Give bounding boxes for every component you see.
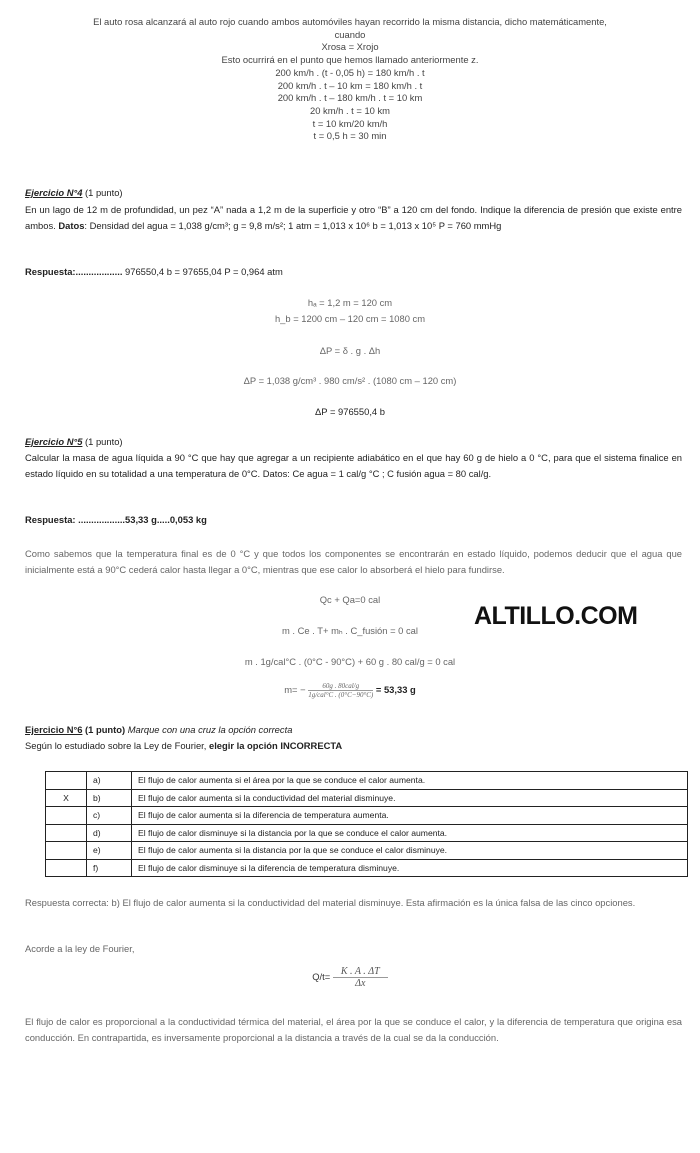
option-mark[interactable] bbox=[46, 824, 87, 842]
ej4-step: hₐ = 1,2 m = 120 cm bbox=[307, 297, 393, 308]
ej4-result: ΔP = 976550,4 b bbox=[315, 406, 385, 417]
eq4-denominator: 1g/cal°C . (0°C−90°C) bbox=[308, 691, 374, 699]
ej4-datos-label: Datos bbox=[58, 220, 85, 231]
ej5-heading bbox=[25, 436, 682, 447]
altillo-watermark: ALTILLO.COM bbox=[474, 602, 638, 630]
formula-lhs: Q/t= bbox=[312, 970, 331, 982]
options-table bbox=[45, 771, 688, 877]
eq4-lhs: m= − bbox=[284, 683, 306, 695]
ej4-step: h_b = 1200 cm – 120 cm = 1080 cm bbox=[274, 313, 426, 324]
intro-line: El auto rosa alcanzará al auto rojo cuando ambos automóviles hayan recorrido la misma distancia, dicho matemáticamente, bbox=[93, 16, 607, 27]
option-row bbox=[46, 807, 688, 825]
option-key: c) bbox=[87, 807, 132, 825]
option-mark[interactable] bbox=[46, 842, 87, 860]
intro-line: Xrosa = Xrojo bbox=[321, 41, 379, 53]
ej4-text: En un lago de 12 m de profundidad, un pez “A” nada a 1,2 m de la superficie y otro “B” a 120 cm del fondo. Indique la diferencia de presión que existe entre ambos. bbox=[25, 204, 682, 231]
eq4-fraction bbox=[308, 682, 373, 699]
option-text: El flujo de calor aumenta si la diferencia de temperatura aumenta. bbox=[132, 807, 688, 825]
option-key: a) bbox=[87, 772, 132, 790]
intro-line: 20 km/h . t = 10 km bbox=[310, 104, 390, 116]
ej4-points: (1 punto) bbox=[85, 187, 123, 198]
option-mark[interactable] bbox=[46, 772, 87, 790]
option-text: El flujo de calor aumenta si el área por la que se conduce el calor aumenta. bbox=[132, 772, 688, 790]
ej5-answer: Respuesta: ..................53,33 g.....0,053 kg bbox=[25, 514, 207, 525]
option-key: b) bbox=[87, 789, 132, 807]
option-row bbox=[46, 842, 688, 860]
ej5-eq4 bbox=[0, 682, 700, 699]
ej5-eq2: m . Ce . T+ mₕ . C_fusión = 0 cal bbox=[282, 625, 418, 636]
eq4-numerator: 60g . 80cal/g bbox=[308, 682, 373, 691]
ej6-prompt-text: Según lo estudiado sobre la Ley de Fourier, bbox=[25, 740, 207, 751]
option-mark[interactable] bbox=[46, 859, 87, 877]
ej6-title: Ejercicio N°6 bbox=[25, 724, 83, 735]
ej5-eq1: Qc + Qa=0 cal bbox=[319, 594, 381, 605]
intro-line: t = 10 km/20 km/h bbox=[312, 117, 388, 129]
ej4-answer bbox=[25, 266, 682, 277]
option-text: El flujo de calor aumenta si la distancia por la que se conduce el calor disminuye. bbox=[132, 842, 688, 860]
ej6-conclusion: El flujo de calor es proporcional a la conductividad térmica del material, el área por la que se conduce el calor, y la diferencia de temperatura que origina esa conducción. En contrapartida, es inversamente proporcional a la distancia a través de la cual se da la conducción. bbox=[25, 1016, 682, 1043]
ej5-points: (1 punto) bbox=[85, 436, 123, 447]
ej6-points: (1 punto) bbox=[85, 724, 126, 735]
ej4-datos: : Densidad del agua = 1,038 g/cm³; g = 9,8 m/s²; 1 atm = 1,013 x 10⁶ b = 1,013 x 10⁵ P = 760 mmHg bbox=[84, 220, 502, 231]
intro-line: 200 km/h . t – 180 km/h . t = 10 km bbox=[277, 92, 423, 104]
fourier-formula bbox=[0, 966, 700, 989]
option-key: e) bbox=[87, 842, 132, 860]
option-row bbox=[46, 772, 688, 790]
ej4-answer-value: 976550,4 b = 97655,04 P = 0,964 atm bbox=[125, 266, 283, 277]
option-text: El flujo de calor aumenta si la conductividad del material disminuye. bbox=[132, 789, 688, 807]
option-row bbox=[46, 824, 688, 842]
ej6-heading bbox=[25, 724, 682, 735]
intro-line: cuando bbox=[334, 28, 366, 40]
option-mark[interactable] bbox=[46, 807, 87, 825]
intro-block bbox=[0, 16, 700, 143]
ej4-answer-label: Respuesta:.................. bbox=[25, 266, 123, 277]
ej4-statement bbox=[25, 202, 682, 234]
intro-line: 200 km/h . t – 10 km = 180 km/h . t bbox=[277, 79, 423, 91]
ej5-explanation: Como sabemos que la temperatura final es de 0 °C y que todos los componentes se encontrarán en estado líquido, podemos deducir que el agua que inicialmente está a 90°C cederá calor hasta llegar a 0°C, mientras que ese calor lo absorberá el hielo para fundirse. bbox=[25, 548, 682, 575]
intro-line: t = 0,5 h = 30 min bbox=[313, 130, 387, 142]
intro-line: 200 km/h . (t - 0,05 h) = 180 km/h . t bbox=[275, 66, 425, 78]
option-row bbox=[46, 789, 688, 807]
ej6-instruction: Marque con una cruz la opción correcta bbox=[127, 724, 293, 735]
option-mark[interactable]: X bbox=[46, 789, 87, 807]
eq4-result: = 53,33 g bbox=[375, 683, 416, 695]
option-text: El flujo de calor disminuye si la diferencia de temperatura disminuye. bbox=[132, 859, 688, 877]
ej6-prompt bbox=[25, 740, 682, 751]
option-text: El flujo de calor disminuye si la distancia por la que se conduce el calor aumenta. bbox=[132, 824, 688, 842]
ej4-step: ΔP = 1,038 g/cm³ . 980 cm/s² . (1080 cm – 120 cm) bbox=[243, 375, 457, 386]
ej5-eq3: m . 1g/cal°C . (0°C - 90°C) + 60 g . 80 cal/g = 0 cal bbox=[244, 656, 456, 667]
ej5-statement: Calcular la masa de agua líquida a 90 °C que hay que agregar a un recipiente adiabático en el que hay 60 g de hielo a 0 °C, para que el sistema finalice en estado líquido en su totalidad a una temperatura de 0°C. Datos: Ce agua = 1 cal/g °C ; C fusión agua = 80 cal/g. bbox=[25, 452, 682, 479]
ej4-heading bbox=[25, 187, 682, 198]
formula-fraction bbox=[333, 966, 388, 989]
option-key: f) bbox=[87, 859, 132, 877]
option-row bbox=[46, 859, 688, 877]
ej4-step: ΔP = δ . g . Δh bbox=[319, 345, 381, 356]
intro-line: Esto ocurrirá en el punto que hemos llamado anteriormente z. bbox=[221, 54, 479, 66]
ej6-prompt-bold: elegir la opción INCORRECTA bbox=[208, 740, 343, 751]
ej4-title: Ejercicio N°4 bbox=[25, 187, 83, 198]
formula-numerator: K . A . ΔT bbox=[333, 966, 388, 978]
ej5-title: Ejercicio N°5 bbox=[25, 436, 83, 447]
ej6-answer: Respuesta correcta: b) El flujo de calor aumenta si la conductividad del material disminuye. Esta afirmación es la única falsa de las cinco opciones. bbox=[25, 897, 636, 908]
formula-denominator: Δx bbox=[355, 978, 366, 989]
ej6-acorde: Acorde a la ley de Fourier, bbox=[25, 943, 135, 954]
option-key: d) bbox=[87, 824, 132, 842]
